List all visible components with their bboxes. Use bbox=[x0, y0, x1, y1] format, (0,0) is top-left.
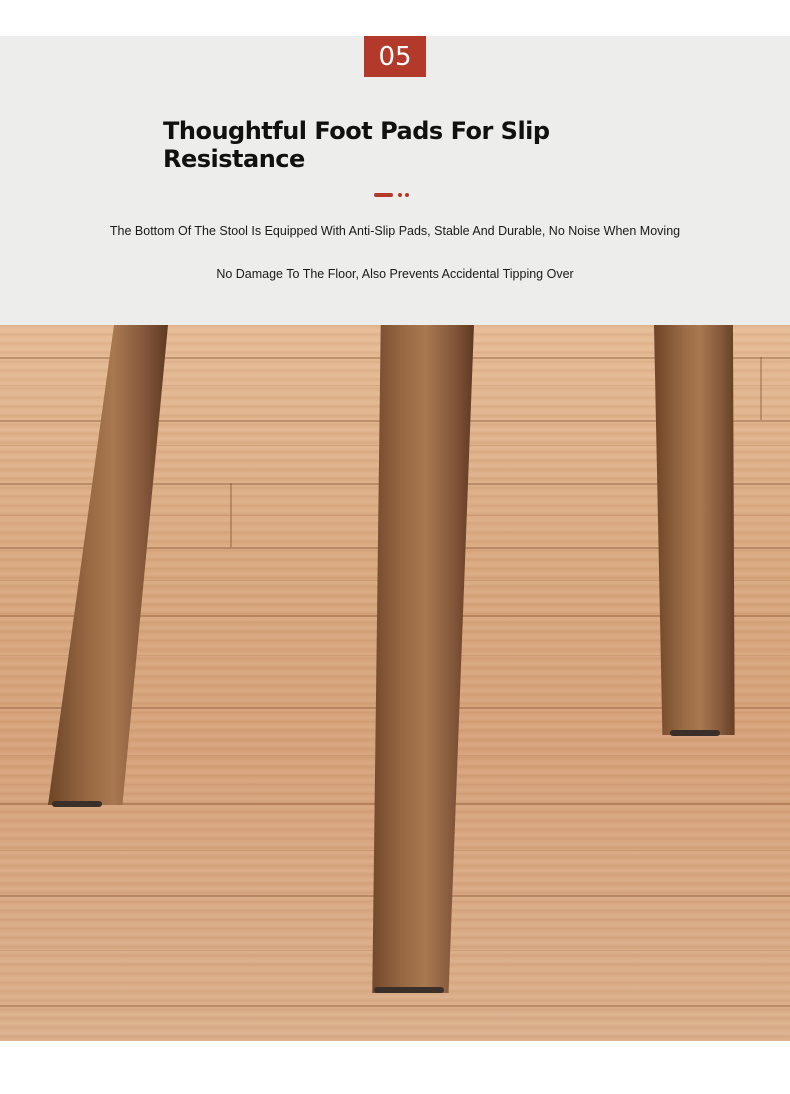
floor-plank-seam bbox=[760, 357, 762, 420]
section-number-badge: 05 bbox=[364, 36, 426, 77]
bottom-margin bbox=[0, 1041, 790, 1094]
stool-leg-center bbox=[368, 325, 474, 993]
feature-description-line-2: No Damage To The Floor, Also Prevents Accidental Tipping Over bbox=[216, 267, 574, 281]
feature-header-panel bbox=[0, 36, 790, 325]
foot-pad-center bbox=[374, 987, 444, 993]
top-margin bbox=[0, 0, 790, 36]
title-divider bbox=[374, 192, 414, 198]
stool-leg-right bbox=[654, 325, 738, 735]
feature-description-line-1: The Bottom Of The Stool Is Equipped With Anti-Slip Pads, Stable And Durable, No Noise When Moving bbox=[109, 224, 681, 238]
stool-leg-left bbox=[48, 325, 168, 805]
stool-legs-photo bbox=[0, 325, 790, 1041]
foot-pad-left bbox=[52, 801, 102, 807]
feature-title: Thoughtful Foot Pads For Slip Resistance bbox=[163, 117, 550, 173]
divider-dot bbox=[405, 193, 409, 197]
divider-bar bbox=[374, 193, 393, 197]
floor-plank-line bbox=[0, 1005, 790, 1007]
divider-dot bbox=[398, 193, 402, 197]
foot-pad-right bbox=[670, 730, 720, 736]
